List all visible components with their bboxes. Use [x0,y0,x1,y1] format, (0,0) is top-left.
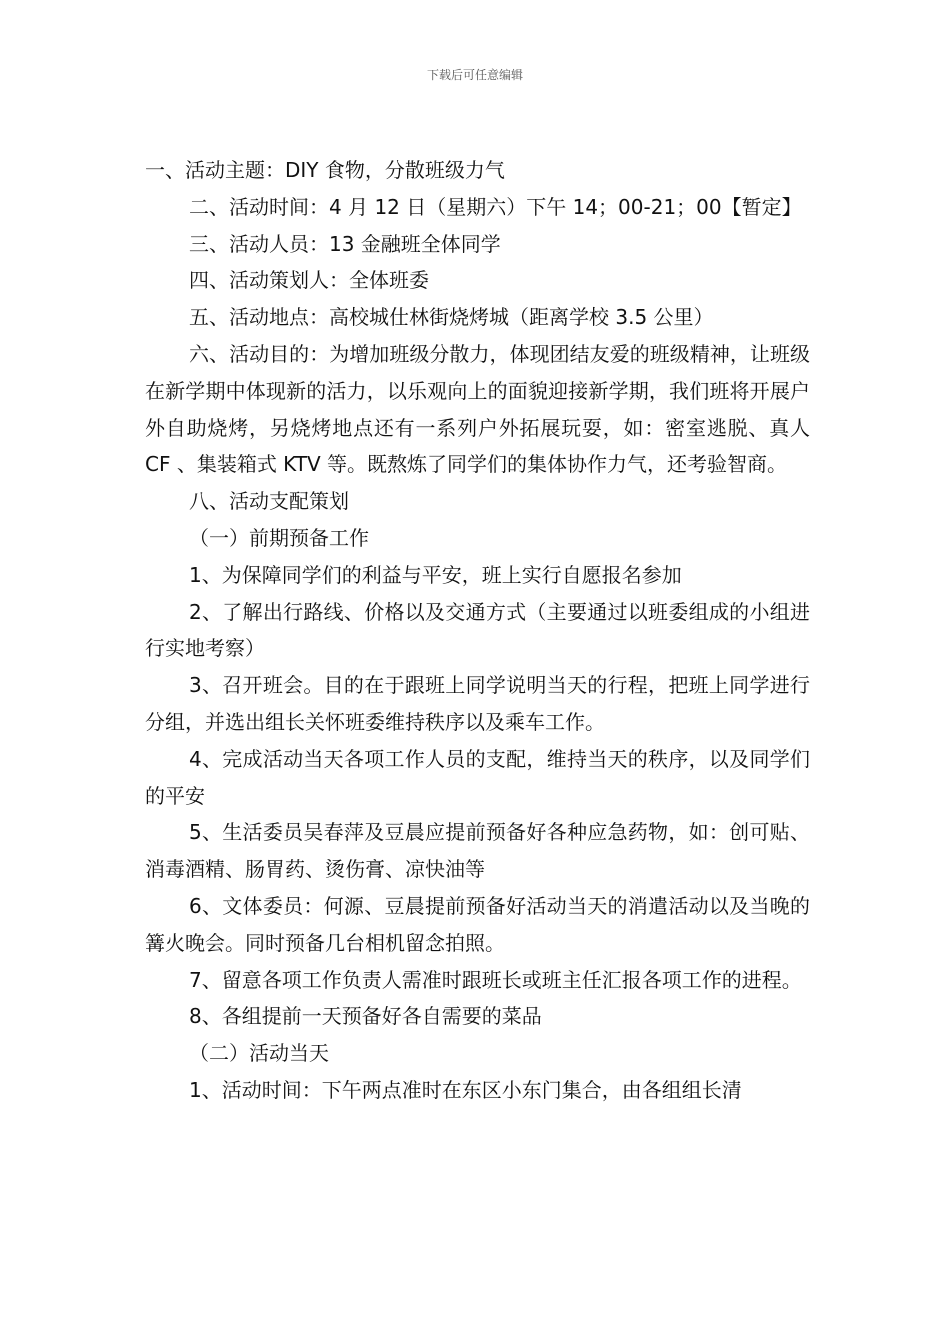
paragraph-arrangement-heading: 八、活动支配策划 [189,489,349,514]
paragraph-prep-item-1: 1、为保障同学们的利益与平安，班上实行自愿报名参加 [189,562,682,587]
paragraph-event-day-item-1: 1、活动时间：下午两点准时在东区小东门集合，由各组组长清 [189,1077,742,1102]
paragraph-planner: 四、活动策划人：全体班委 [189,268,429,293]
paragraph-prep-item-8: 8、各组提前一天预备好各自需要的菜品 [189,1004,542,1029]
paragraph-prep-item-2: 2、了解出行路线、价格以及交通方式（主要通过以班委组成的小组进行实地考察） [145,599,810,661]
paragraph-participants: 三、活动人员：13 金融班全体同学 [189,231,501,256]
paragraph-location: 五、活动地点：高校城仕林街烧烤城（距离学校 3.5 公里） [189,305,714,330]
paragraph-prep-item-4: 4、完成活动当天各项工作人员的支配，维持当天的秩序，以及同学们的平安 [145,746,810,808]
paragraph-preparation-heading: （一）前期预备工作 [189,525,369,550]
paragraph-prep-item-3: 3、召开班会。目的在于跟班上同学说明当天的行程，把班上同学进行分组，并选出组长关怀班委维持秩序以及乘车工作。 [145,673,810,734]
document-body [145,152,810,1109]
paragraph-purpose: 六、活动目的：为增加班级分散力，体现团结友爱的班级精神，让班级在新学期中体现新的活力，以乐观向上的面貌迎接新学期，我们班将开展户外自助烧烤，另烧烤地点还有一系列户外拓展玩耍，如：密室逃脱、真人 CF 、集装箱式 KTV 等。既熬炼了同学们的集体协作力气，还考验智商。 [145,341,810,477]
paragraph-prep-item-7: 7、留意各项工作负责人需准时跟班长或班主任汇报各项工作的进程。 [189,967,802,992]
paragraph-theme: 一、活动主题：DIY 食物，分散班级力气 [145,158,505,182]
paragraph-prep-item-5: 5、生活委员吴春萍及豆晨应提前预备好各种应急药物，如：创可贴、消毒酒精、肠胃药、烫伤膏、凉快油等 [145,820,810,882]
paragraph-prep-item-6: 6、文体委员：何源、豆晨提前预备好活动当天的消遣活动以及当晚的篝火晚会。同时预备几台相机留念拍照。 [145,893,810,955]
paragraph-event-day-heading: （二）活动当天 [189,1041,329,1066]
paragraph-time: 二、活动时间：4 月 12 日（星期六）下午 14；00-21；00【暂定】 [189,194,802,219]
header-note: 下载后可任意编辑 [426,68,523,82]
